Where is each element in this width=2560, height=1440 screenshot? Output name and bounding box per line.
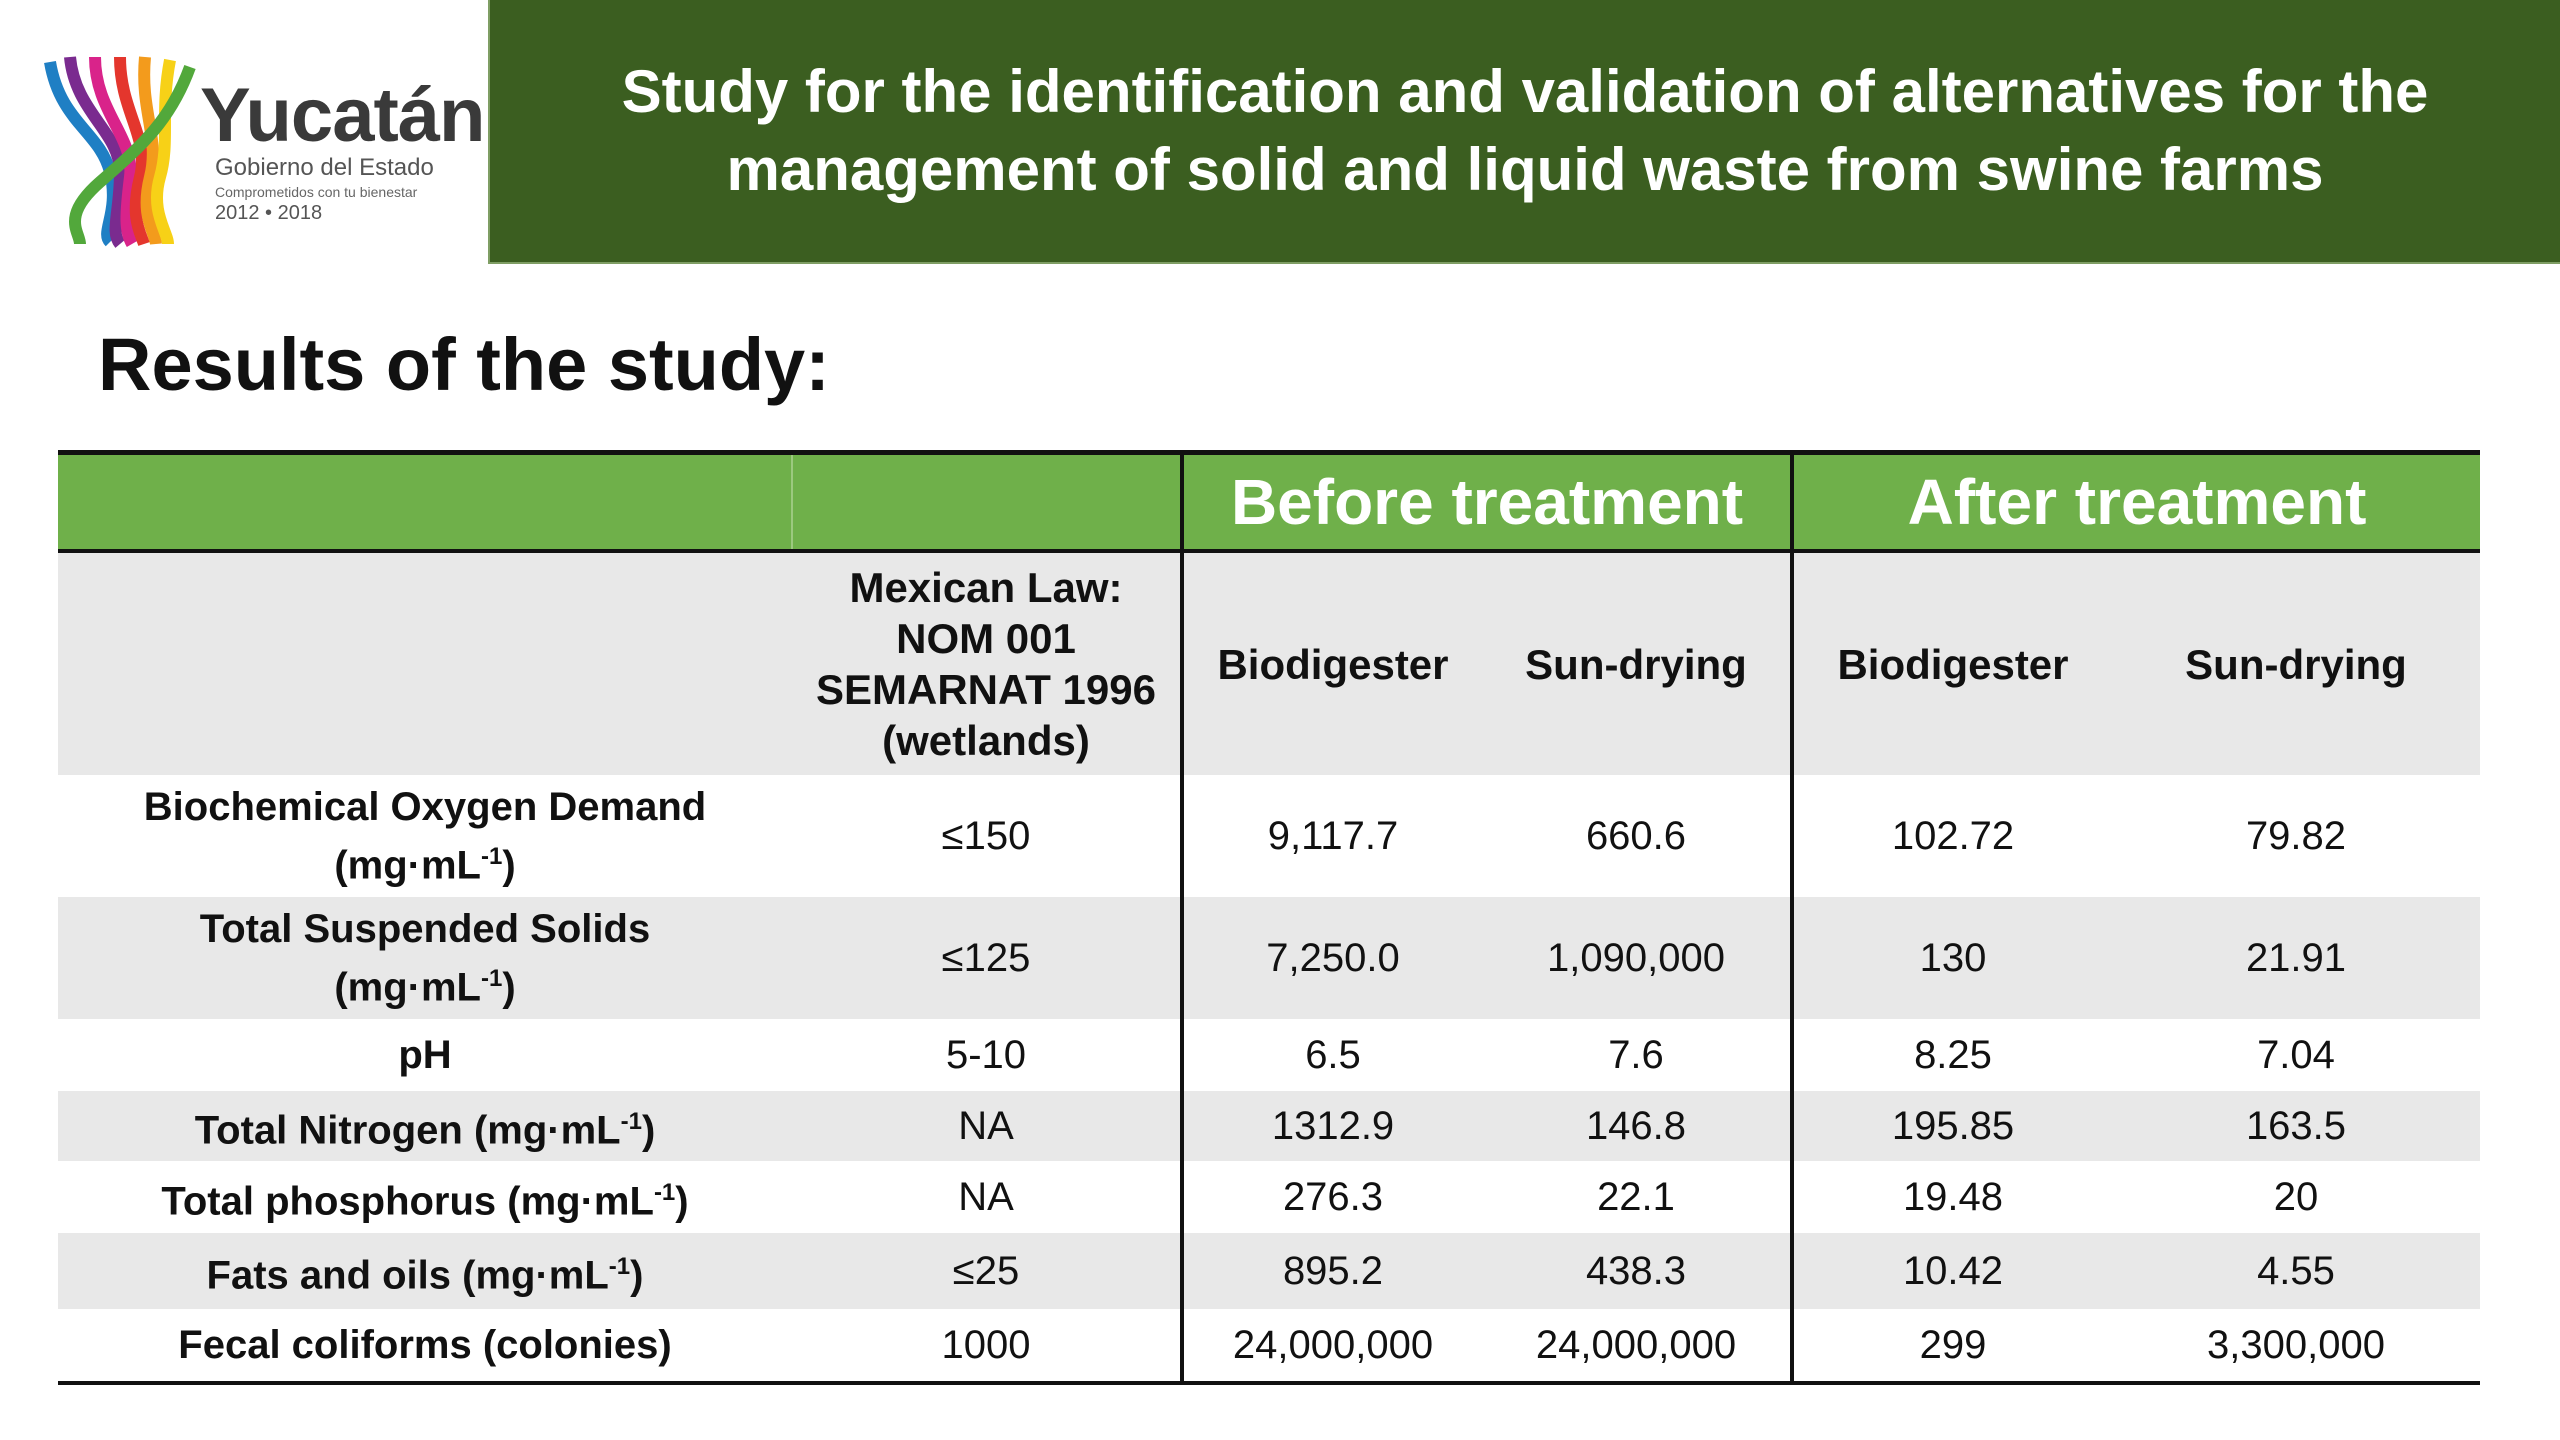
after-biodigester-value: 299 — [1792, 1309, 2112, 1383]
page-title: Study for the identification and validation of alternatives for the management of solid and liquid waste from swine farms — [621, 58, 2429, 203]
group-header-row — [58, 453, 2480, 552]
after-biodigester-value: 195.85 — [1792, 1091, 2112, 1161]
unit-close: ) — [502, 843, 516, 888]
before-biodigester-value: 7,250.0 — [1182, 897, 1482, 1019]
unit-exponent: -1 — [620, 1107, 642, 1135]
results-table — [58, 450, 2480, 1385]
before-biodigester-value: 276.3 — [1182, 1161, 1482, 1233]
table-row — [58, 1091, 2480, 1161]
parameter-header-cell — [58, 551, 792, 775]
row-label — [58, 1161, 792, 1233]
unit-close: ) — [502, 965, 516, 1010]
after-sundrying-header: Sun-drying — [2112, 551, 2480, 775]
label-text: Fats and oils (mg·mL — [206, 1253, 609, 1298]
before-sundrying-value: 22.1 — [1482, 1161, 1792, 1233]
yucatan-government-logo — [40, 52, 485, 252]
label-text: Total phosphorus (mg·mL — [161, 1179, 654, 1224]
row-label-line: Biochemical Oxygen Demand — [143, 784, 707, 829]
mexican-law-header — [792, 551, 1182, 775]
after-sundrying-value: 79.82 — [2112, 775, 2480, 897]
law-value: 1000 — [792, 1309, 1182, 1383]
row-label — [58, 775, 792, 897]
before-biodigester-header: Biodigester — [1182, 551, 1482, 775]
header-law-blank-cell — [792, 453, 1182, 552]
results-table-container — [58, 450, 2480, 1385]
unit-text: (mg·mL — [334, 843, 481, 888]
before-sundrying-header: Sun-drying — [1482, 551, 1792, 775]
law-header-line: Mexican Law: — [849, 564, 1123, 611]
table-row — [58, 897, 2480, 1019]
after-sundrying-value: 4.55 — [2112, 1233, 2480, 1309]
after-sundrying-value: 21.91 — [2112, 897, 2480, 1019]
unit-text: (mg·mL — [334, 965, 481, 1010]
row-label — [58, 1233, 792, 1309]
before-sundrying-value: 146.8 — [1482, 1091, 1792, 1161]
before-biodigester-value: 6.5 — [1182, 1019, 1482, 1091]
law-value: NA — [792, 1161, 1182, 1233]
table-row — [58, 1309, 2480, 1383]
header-band — [488, 0, 2560, 264]
row-label-line — [58, 832, 792, 890]
logo-ribbon-icon — [40, 52, 200, 252]
header-blank-cell — [58, 453, 792, 552]
before-sundrying-value: 7.6 — [1482, 1019, 1792, 1091]
law-header-line: NOM 001 — [896, 615, 1076, 662]
after-biodigester-value: 102.72 — [1792, 775, 2112, 897]
after-sundrying-value: 163.5 — [2112, 1091, 2480, 1161]
law-value: NA — [792, 1091, 1182, 1161]
after-biodigester-value: 130 — [1792, 897, 2112, 1019]
unit-exponent: -1 — [653, 1178, 676, 1206]
before-biodigester-value: 24,000,000 — [1182, 1309, 1482, 1383]
unit-exponent: -1 — [480, 842, 503, 870]
row-label — [58, 897, 792, 1019]
after-sundrying-value: 20 — [2112, 1161, 2480, 1233]
before-sundrying-value: 438.3 — [1482, 1233, 1792, 1309]
table-row — [58, 1161, 2480, 1233]
table-row — [58, 775, 2480, 897]
row-label: pH — [58, 1019, 792, 1091]
unit-close: ) — [630, 1253, 644, 1298]
logo-tagline: Comprometidos con tu bienestar — [215, 184, 418, 200]
before-treatment-header: Before treatment — [1182, 453, 1792, 552]
after-biodigester-header: Biodigester — [1792, 551, 2112, 775]
row-label — [58, 1091, 792, 1161]
table-row — [58, 1019, 2480, 1091]
unit-close: ) — [641, 1108, 656, 1153]
row-label-line — [58, 954, 792, 1012]
after-biodigester-value: 8.25 — [1792, 1019, 2112, 1091]
before-sundrying-value: 660.6 — [1482, 775, 1792, 897]
row-label-line: Total Suspended Solids — [199, 906, 651, 951]
law-value: ≤150 — [792, 775, 1182, 897]
before-biodigester-value: 1312.9 — [1182, 1091, 1482, 1161]
law-value: ≤25 — [792, 1233, 1182, 1309]
unit-exponent: -1 — [608, 1252, 631, 1280]
before-sundrying-value: 24,000,000 — [1482, 1309, 1792, 1383]
before-sundrying-value: 1,090,000 — [1482, 897, 1792, 1019]
logo-subtitle: Gobierno del Estado — [215, 154, 434, 181]
law-header-line: SEMARNAT 1996 — [816, 666, 1156, 713]
row-label: Fecal coliforms (colonies) — [58, 1309, 792, 1383]
law-value: 5-10 — [792, 1019, 1182, 1091]
logo-years: 2012 • 2018 — [215, 202, 323, 224]
before-biodigester-value: 895.2 — [1182, 1233, 1482, 1309]
before-biodigester-value: 9,117.7 — [1182, 775, 1482, 897]
label-text: Total Nitrogen (mg·mL — [194, 1108, 621, 1153]
after-biodigester-value: 19.48 — [1792, 1161, 2112, 1233]
law-value: ≤125 — [792, 897, 1182, 1019]
after-biodigester-value: 10.42 — [1792, 1233, 2112, 1309]
logo-name: Yucatán — [200, 73, 485, 158]
unit-close: ) — [675, 1179, 689, 1224]
after-sundrying-value: 7.04 — [2112, 1019, 2480, 1091]
unit-exponent: -1 — [480, 964, 503, 992]
section-title: Results of the study: — [98, 323, 830, 406]
after-sundrying-value: 3,300,000 — [2112, 1309, 2480, 1383]
sub-header-row — [58, 551, 2480, 775]
after-treatment-header: After treatment — [1792, 453, 2480, 552]
table-row — [58, 1233, 2480, 1309]
law-header-line: (wetlands) — [882, 717, 1090, 764]
